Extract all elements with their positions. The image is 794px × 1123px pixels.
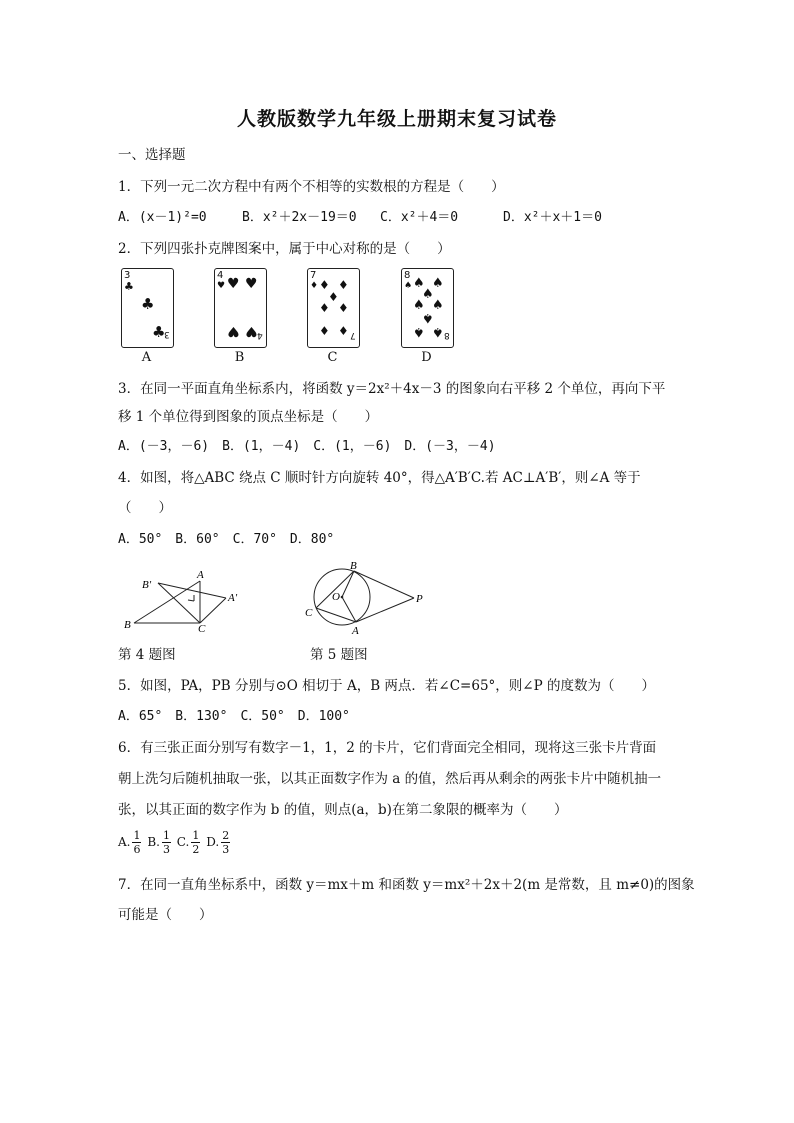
label-b: B xyxy=(124,619,131,631)
spade-icon: ♠ xyxy=(404,281,413,291)
q6-option-c: C. $\frac{1}{2}$ xyxy=(176,829,200,856)
spade-icon: ♠ xyxy=(432,324,444,339)
q6-stem-line3: 张，以其正面的数字作为 b 的值，则点(a，b)在第二象限的概率为（ ） xyxy=(118,802,568,818)
spade-icon: ♠ xyxy=(432,298,444,313)
q6-option-b: B. $\frac{1}{3}$ xyxy=(147,829,170,856)
q3-stem-line1: 3．在同一平面直角坐标系内，将函数 y＝2x²＋4x－3 的图象向右平移 2 个单位，再向下平 xyxy=(118,381,666,397)
label-a: A xyxy=(352,625,359,637)
label-c: C xyxy=(305,607,313,619)
playing-card-c xyxy=(307,268,360,348)
card-label-c: C xyxy=(327,350,338,365)
q4-stem-line1: 4．如图，将△ABC 绕点 C 顺时针方向旋转 40°，得△A′B′C.若 AC⊥A′B′，则∠A 等于 xyxy=(118,470,641,486)
spade-icon: ♠ xyxy=(413,298,425,313)
q6-option-a: A. $\frac{1}{6}$ xyxy=(118,829,141,856)
page-title: 人教版数学九年级上册期末复习试卷 xyxy=(236,108,557,130)
q3-options: A．(－3，－6) B．(1，－4) C．(1，－6) D．(－3，－4) xyxy=(118,439,496,454)
q6-stem-line2: 朝上洗匀后随机抽取一张，以其正面数字作为 a 的值，然后再从剩余的两张卡片中随机抽一 xyxy=(118,771,662,787)
club-icon: ♣ xyxy=(152,323,166,341)
card-rank: 3 xyxy=(164,329,170,339)
diamond-icon: ♦ xyxy=(319,324,330,338)
card-label-d: D xyxy=(421,350,432,365)
diamond-icon: ♦ xyxy=(310,281,319,291)
q5-stem: 5．如图，PA，PB 分别与⊙O 相切于 A，B 两点．若∠C=65°，则∠P 的度数为（ ） xyxy=(118,678,655,694)
q1-option-c: C．x²＋4＝0 xyxy=(380,210,459,225)
diamond-icon: ♦ xyxy=(319,301,330,315)
q4-options: A．50° B．60° C．70° D．80° xyxy=(118,532,335,547)
figure-5-caption: 第 5 题图 xyxy=(310,647,368,663)
section-heading: 一、选择题 xyxy=(118,147,186,163)
heart-icon: ♥ xyxy=(217,281,226,291)
label-b: B xyxy=(350,560,357,572)
q3-stem-line2: 移 1 个单位得到图象的顶点坐标是（ ） xyxy=(118,409,379,425)
q1-stem: 1．下列一元二次方程中有两个不相等的实数根的方程是（ ） xyxy=(118,179,505,195)
club-icon: ♣ xyxy=(124,280,134,293)
heart-icon: ♥ xyxy=(227,323,240,339)
card-label-b: B xyxy=(234,350,245,365)
spade-icon: ♠ xyxy=(413,276,425,291)
diamond-icon: ♦ xyxy=(338,278,349,292)
card-rank: 7 xyxy=(350,330,356,340)
playing-card-d xyxy=(401,268,454,348)
label-a-prime: A′ xyxy=(228,592,238,604)
card-rank: 7 xyxy=(310,270,317,281)
card-rank: 8 xyxy=(444,330,450,340)
q6-option-d: D. $\frac{2}{3}$ xyxy=(206,829,230,856)
q4-stem-line2: （ ） xyxy=(118,500,172,516)
label-a: A xyxy=(197,569,204,581)
card-rank: 4 xyxy=(217,270,224,281)
label-p: P xyxy=(416,593,423,605)
q1-option-a: A．(x－1)²=0 xyxy=(118,210,207,225)
figure-4-caption: 第 4 题图 xyxy=(118,647,176,663)
spade-icon: ♠ xyxy=(432,276,444,291)
spade-icon: ♠ xyxy=(413,324,425,339)
label-c: C xyxy=(198,623,206,635)
diamond-icon: ♦ xyxy=(328,290,339,304)
club-icon: ♣ xyxy=(141,295,155,313)
diamond-icon: ♦ xyxy=(319,278,330,292)
q7-stem-line1: 7．在同一直角坐标系中，函数 y＝mx＋m 和函数 y＝mx²＋2x＋2(m 是常数，且 m≠0)的图象 xyxy=(118,877,695,893)
figure-5-diagram xyxy=(302,558,432,638)
diamond-icon: ♦ xyxy=(338,324,349,338)
label-o: O xyxy=(332,591,340,603)
q5-options: A．65° B．130° C．50° D．100° xyxy=(118,709,350,724)
spade-icon: ♠ xyxy=(422,310,434,325)
playing-card-b xyxy=(214,268,267,348)
q7-stem-line2: 可能是（ ） xyxy=(118,907,213,923)
card-rank: 4 xyxy=(257,330,263,340)
heart-icon: ♥ xyxy=(227,276,240,292)
playing-card-a xyxy=(121,268,174,348)
card-rank: 8 xyxy=(404,270,411,281)
q6-stem-line1: 6．有三张正面分别写有数字－1，1，2 的卡片，它们背面完全相同，现将这三张卡片背面 xyxy=(118,740,657,756)
q1-option-d: D．x²＋x＋1＝0 xyxy=(503,210,602,225)
heart-icon: ♥ xyxy=(245,323,258,339)
q2-stem: 2．下列四张扑克牌图案中，属于中心对称的是（ ） xyxy=(118,241,451,257)
card-rank: 3 xyxy=(124,270,131,281)
card-label-a: A xyxy=(141,350,152,365)
diamond-icon: ♦ xyxy=(338,301,349,315)
figure-4-diagram xyxy=(118,566,258,636)
spade-icon: ♠ xyxy=(422,287,434,302)
q6-options xyxy=(118,829,232,856)
q1-option-b: B．x²＋2x－19＝0 xyxy=(242,210,357,225)
label-b-prime: B′ xyxy=(142,579,152,591)
heart-icon: ♥ xyxy=(245,276,258,292)
